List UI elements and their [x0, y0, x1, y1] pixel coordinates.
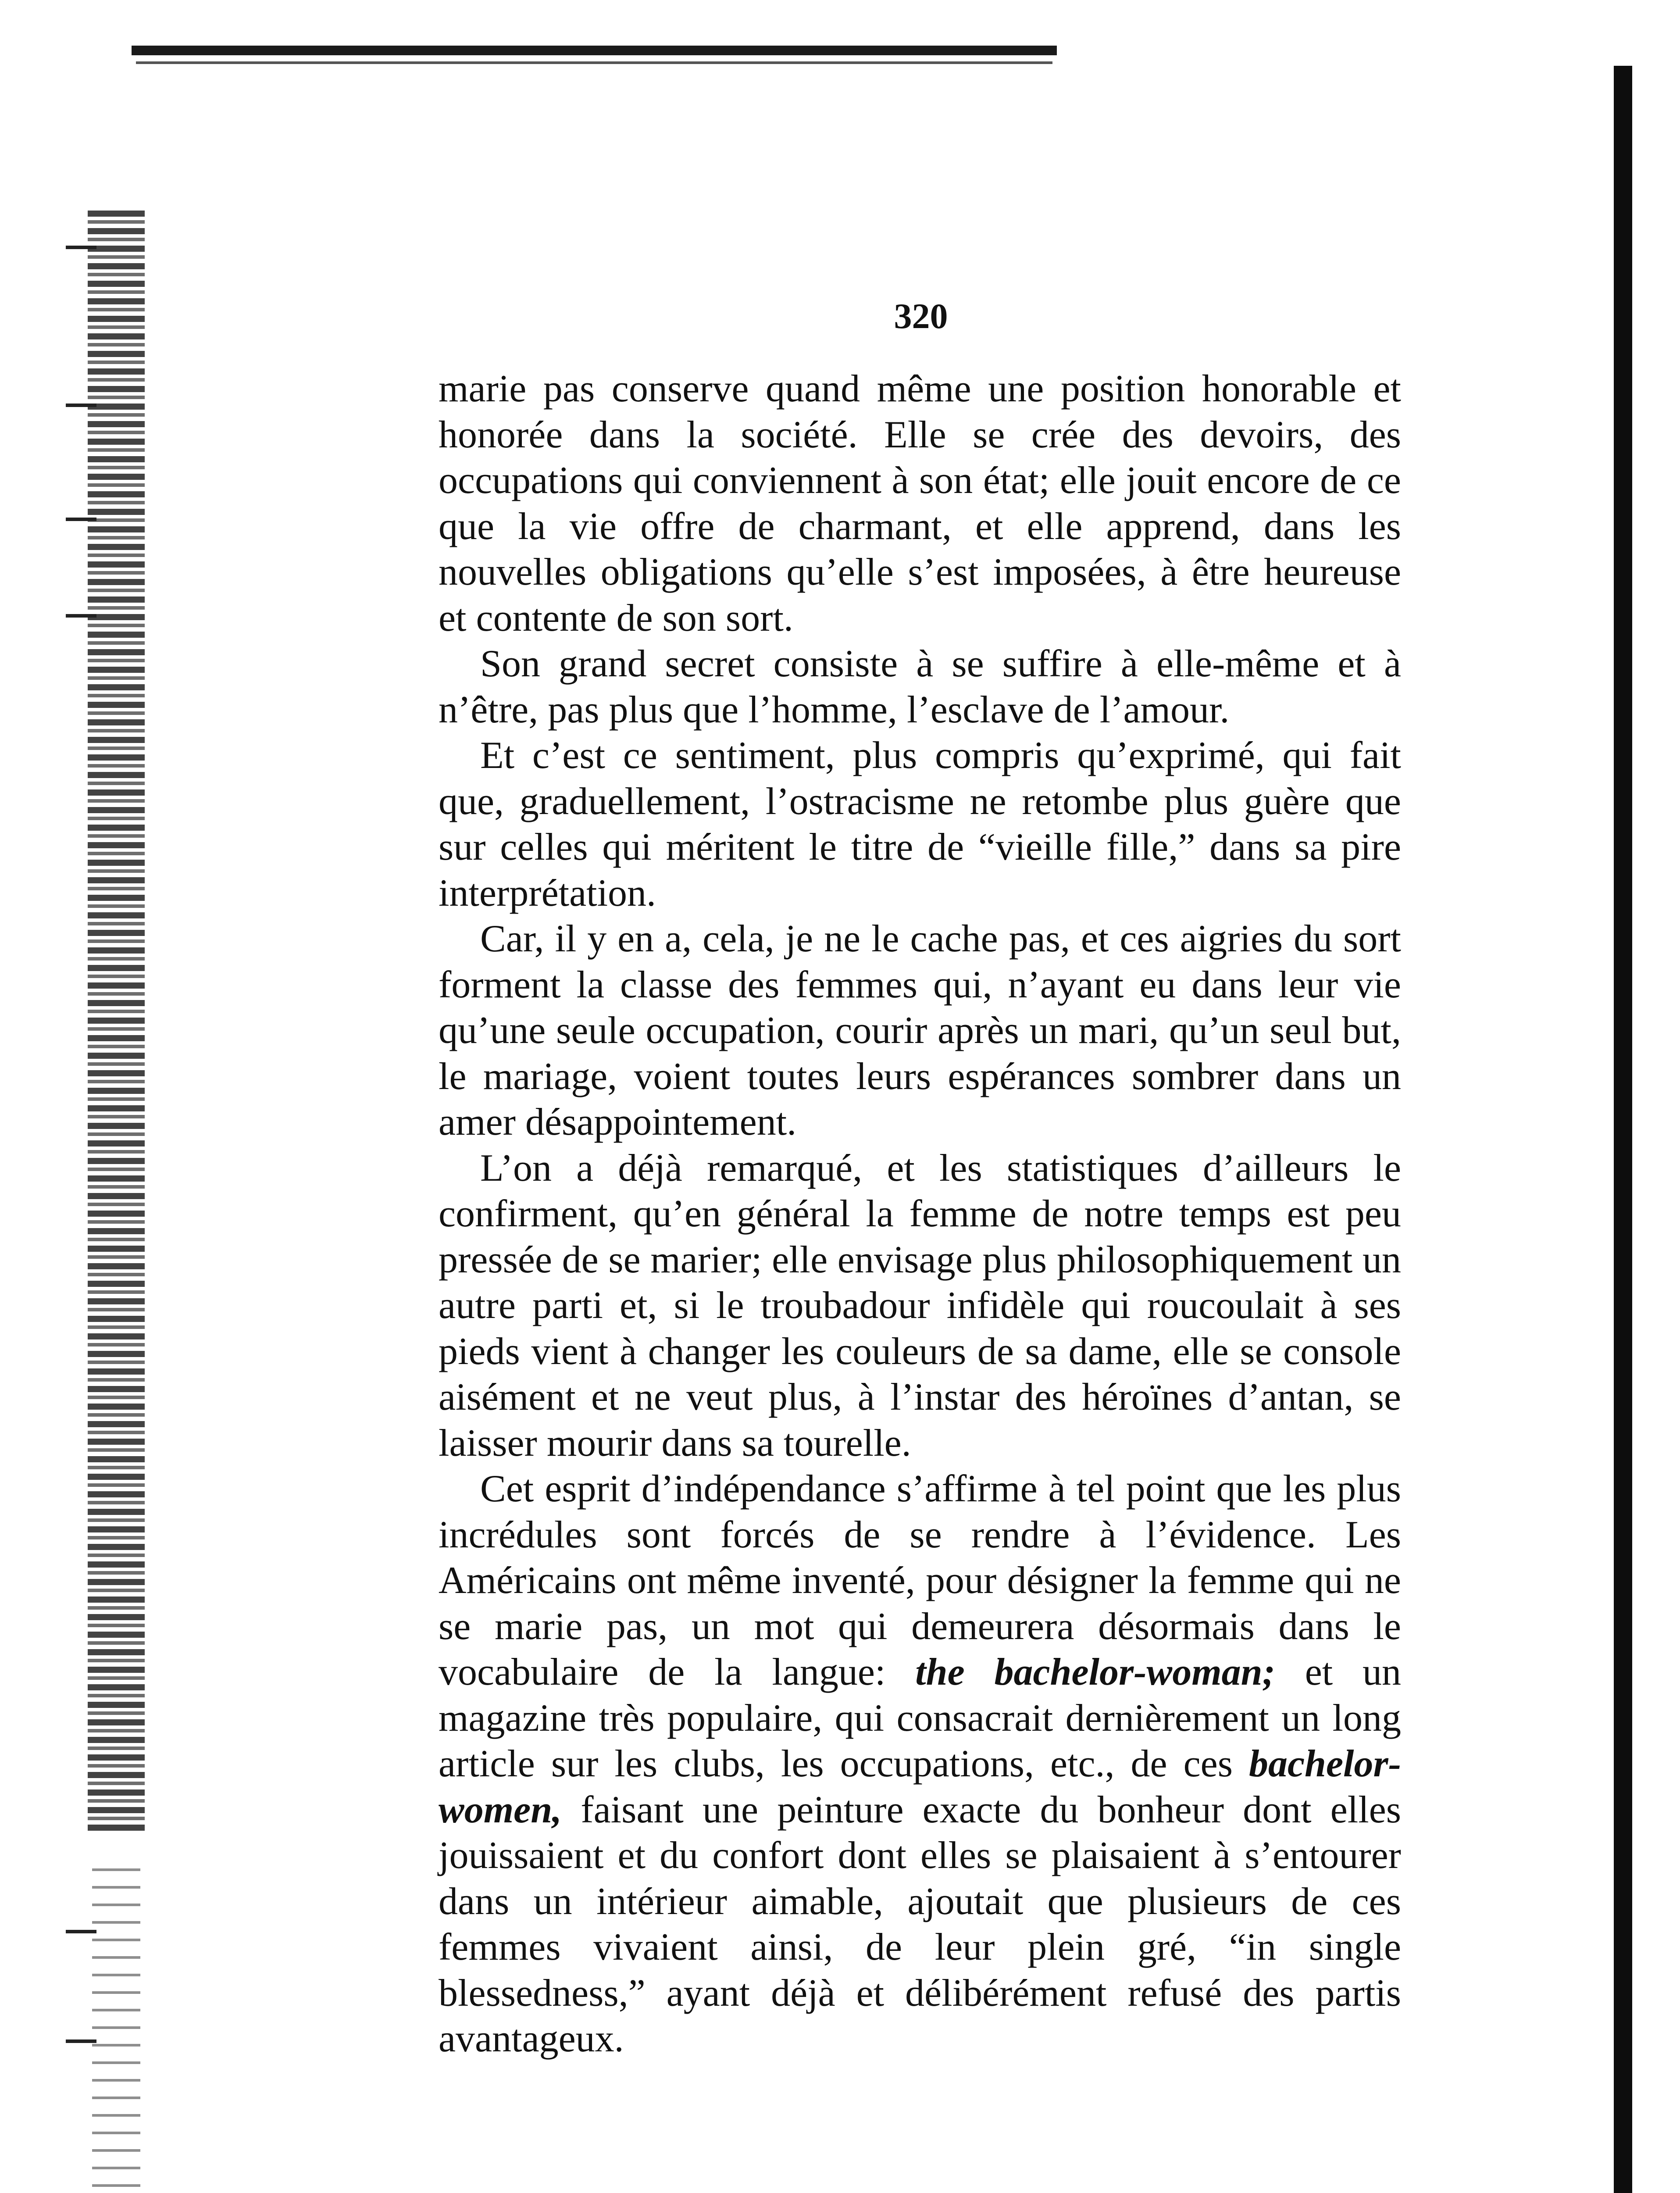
paragraph — [439, 366, 1401, 641]
scan-right-edge-bar — [1614, 66, 1632, 2193]
body-text — [439, 366, 1401, 2062]
italic-term: the bachelor-woman; — [915, 1651, 1275, 1693]
scan-left-tick — [66, 614, 96, 618]
italic-term: bachelor-women, — [439, 1743, 1401, 1831]
paragraph — [439, 1466, 1401, 2062]
scan-top-rule-thin — [136, 61, 1052, 64]
text-run: Son grand secret consiste à se suffire à elle-même et à n’être, pas plus que l’homme, l’esclave de l’amour. — [439, 643, 1401, 731]
scan-left-tick — [66, 246, 96, 249]
scan-left-tick — [66, 518, 96, 521]
scan-top-rule — [132, 46, 1057, 55]
text-run: Et c’est ce sentiment, plus compris qu’exprimé, qui fait que, graduellement, l’ostracisme ne retombe plus guère que sur celles qui méritent le titre de “vieille fille,” dans sa pire interprétation. — [439, 734, 1401, 914]
text-run: et un magazine très populaire, qui consacrait dernièrement un long article sur les clubs, les occupations, etc., de ces — [439, 1651, 1401, 1785]
page-number: 320 — [894, 296, 948, 336]
text-run: faisant une peinture exacte du bonheur dont elles jouissaient et du confort dont elles se plaisaient à s’entourer dans un intérieur aimable, ajoutait que plusieurs de ces femmes vivaient ainsi, de leur plein gré, “in single blessedness,” ayant déjà et délibérément refusé des partis avantageux. — [439, 1788, 1401, 2060]
scan-left-tick — [66, 1930, 96, 1933]
text-run: marie pas conserve quand même une position honorable et honorée dans la société. Elle se crée des devoirs, des occupations qui conviennent à son état; elle jouit encore de ce que la vie offre de charmant, et elle apprend, dans les nouvelles obligations qu’elle s’est imposées, à être heureuse et contente de son sort. — [439, 368, 1401, 639]
text-run: Car, il y en a, cela, je ne le cache pas, et ces aigries du sort forment la classe des femmes qui, n’ayant eu dans leur vie qu’une seule occupation, courir après un mari, qu’un seul but, le mariage, voient toutes leurs espérances sombrer dans un amer désappointement. — [439, 918, 1401, 1143]
paragraph — [439, 916, 1401, 1146]
scan-left-binding-lower — [92, 1868, 140, 2193]
text-run: L’on a déjà remarqué, et les statistiques d’ailleurs le confirment, qu’en général la femme de notre temps est peu pressée de se marier; elle envisage plus philosophiquement un autre parti et, si le troubadour infidèle qui roucoulait à ses pieds vient à changer les couleurs de sa dame, elle se console aisément et ne veut plus, à l’instar des héroïnes d’antan, se laisser mourir dans sa tourelle. — [439, 1147, 1401, 1464]
paragraph — [439, 1146, 1401, 1467]
scan-left-tick — [66, 2039, 96, 2043]
paragraph — [439, 641, 1401, 733]
scan-left-binding — [88, 211, 145, 1833]
scan-left-tick — [66, 404, 96, 407]
paragraph — [439, 733, 1401, 916]
text-run: Cet esprit d’indépendance s’affirme à tel point que les plus incrédules sont forcés de se rendre à l’évidence. Les Américains ont même inventé, pour désigner la femme qui ne se marie pas, un mot qui demeurera désormais dans le vocabulaire de la langue: — [439, 1468, 1401, 1693]
